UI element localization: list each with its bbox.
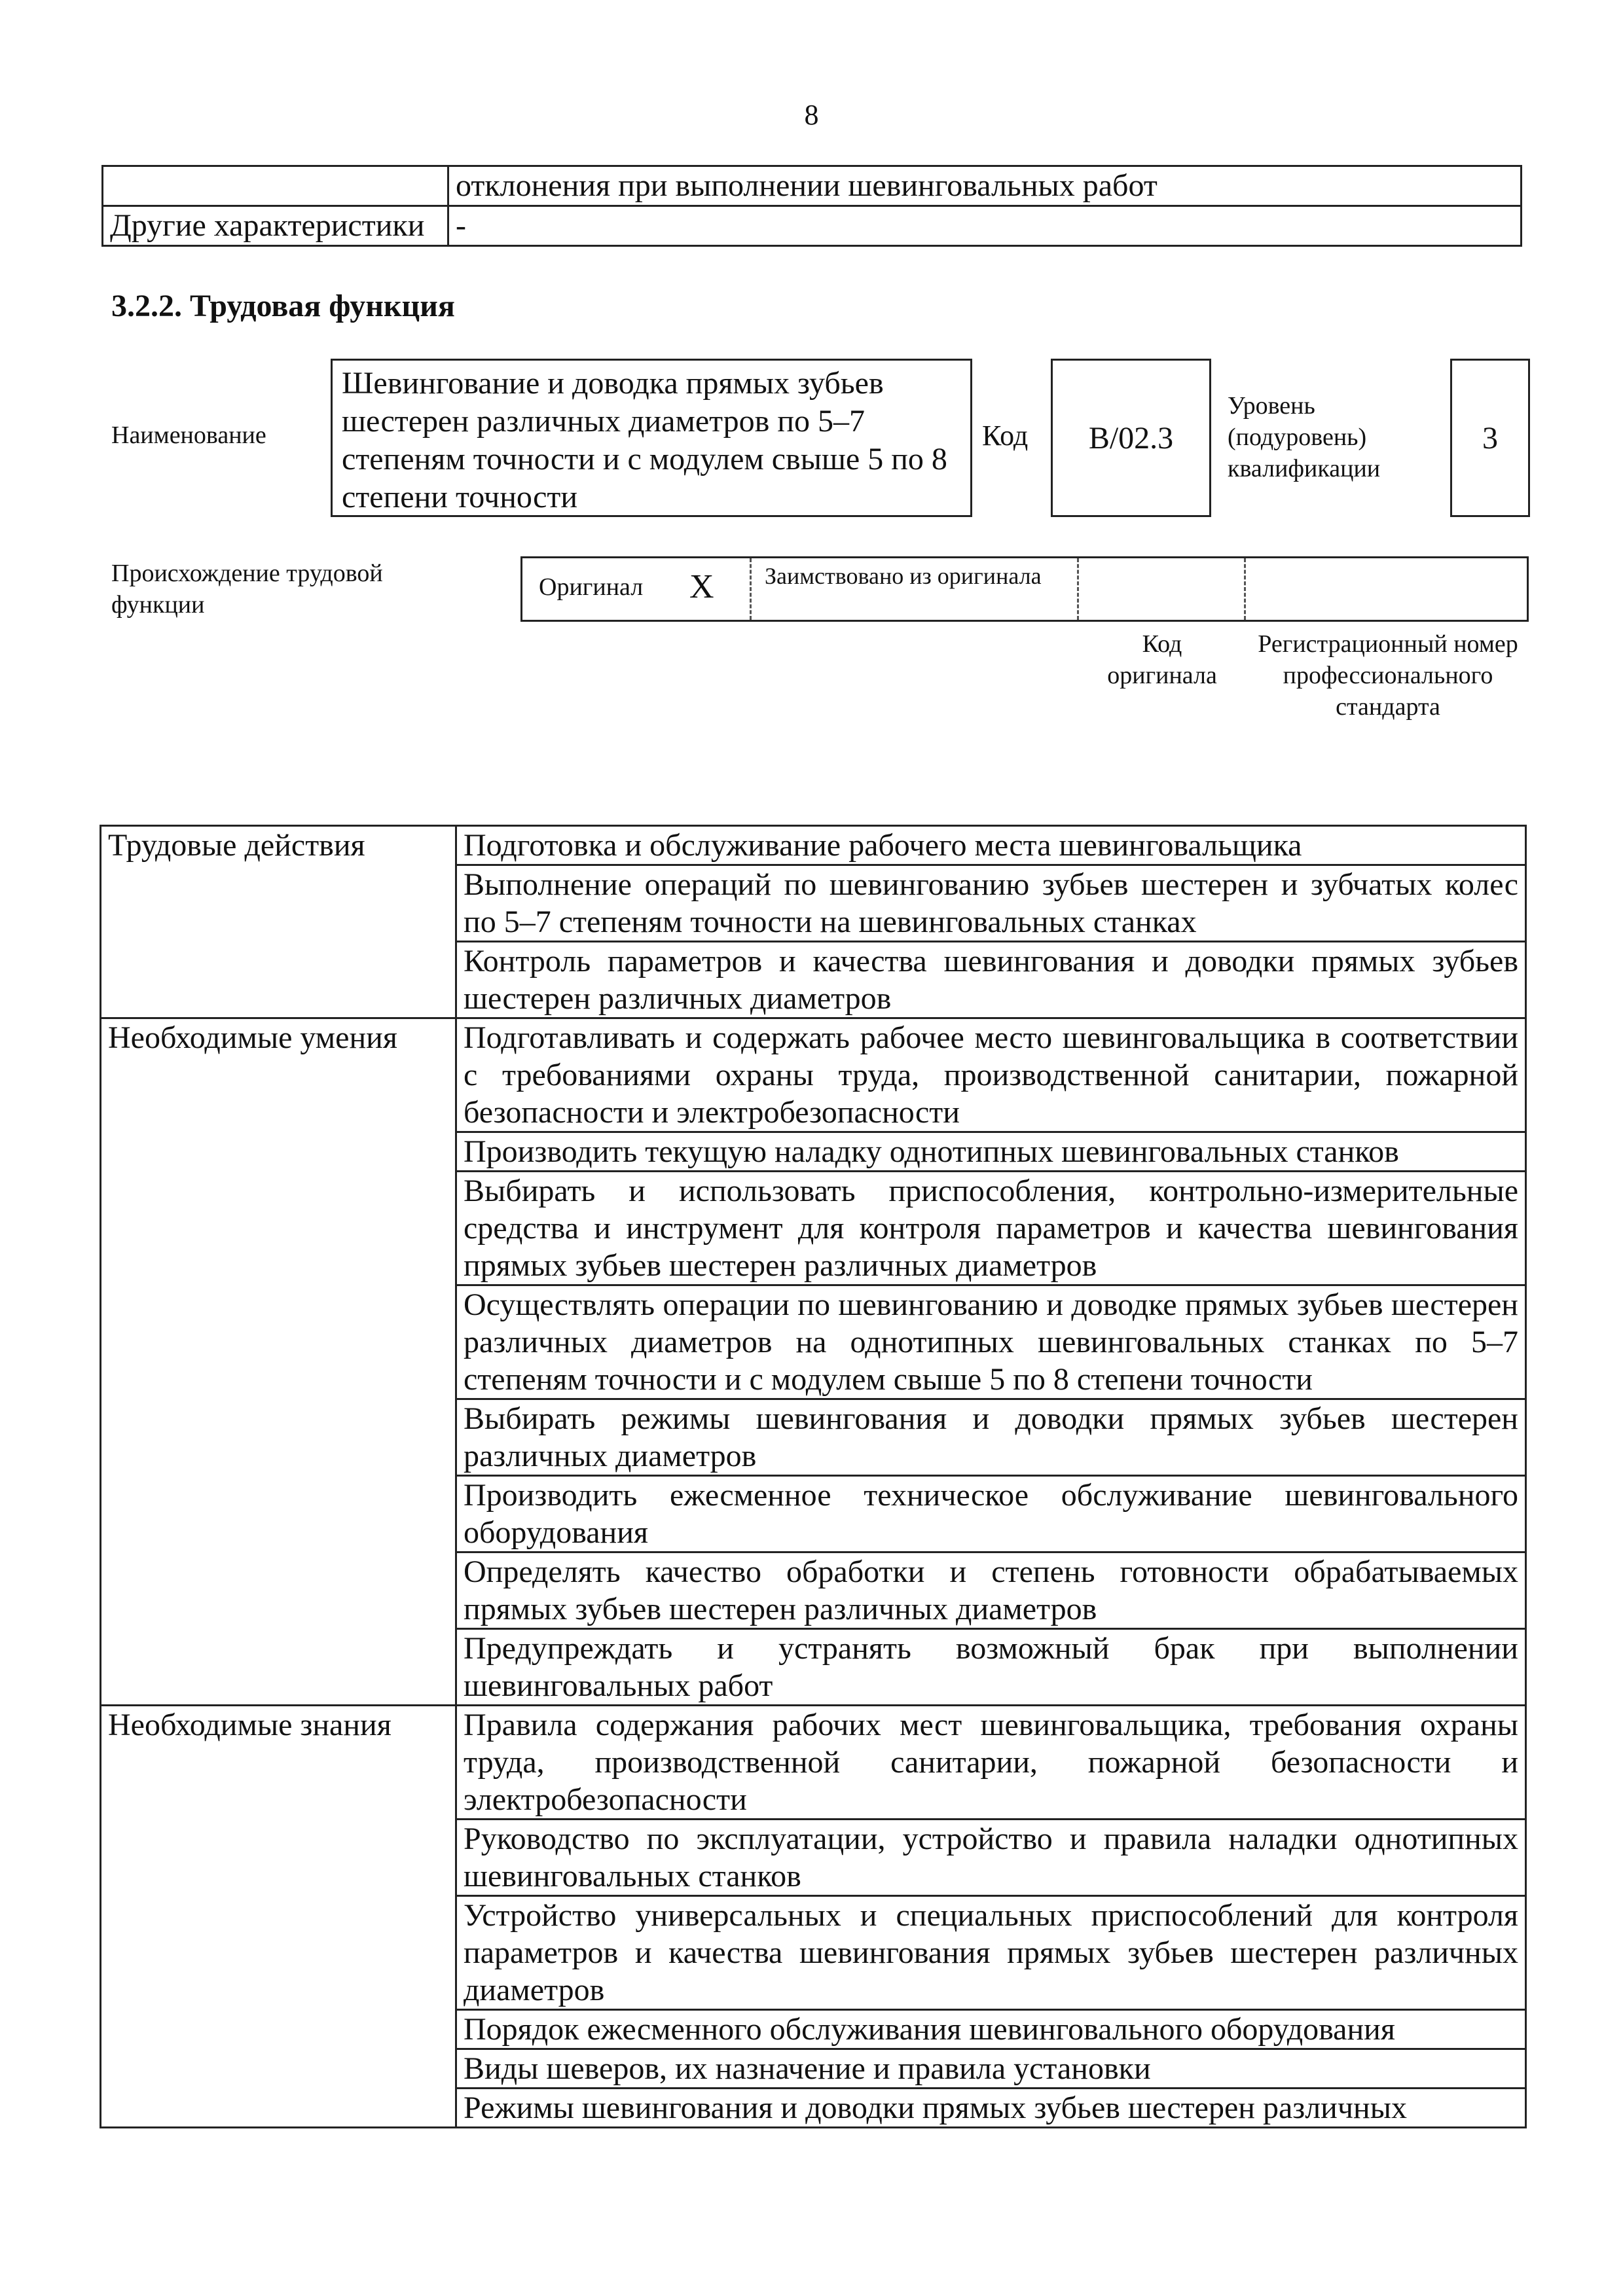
item-cell: Предупреждать и устранять возможный брак при выполнении шевинговальных работ (456, 1629, 1526, 1706)
item-cell: Определять качество обработки и степень готовности обрабатываемых прямых зубьев шестерен различных диаметров (456, 1552, 1526, 1629)
origin-row (520, 556, 1529, 622)
section-title: 3.2.2. Трудовая функция (111, 289, 455, 323)
item-cell: Руководство по эксплуатации, устройство и правила наладки однотипных шевинговальных станков (456, 1820, 1526, 1896)
item-cell: Правила содержания рабочих мест шевинговальщика, требования охраны труда, производственной санитарии, пожарной безопасности и электробезопасности (456, 1706, 1526, 1820)
page-number: 8 (804, 99, 819, 131)
reg-number-caption: Регистрационный номер профессионального стандарта (1258, 630, 1518, 721)
table-cell-value: отклонения при выполнении шевинговальных работ (448, 166, 1522, 206)
item-cell: Производить текущую наладку однотипных шевинговальных станков (456, 1132, 1526, 1172)
item-cell: Подготовка и обслуживание рабочего места шевинговальщика (456, 826, 1526, 865)
table-cell-value: - (448, 206, 1522, 246)
table-row (101, 1018, 1526, 1132)
table-cell-label: Другие характеристики (103, 206, 448, 246)
item-cell: Порядок ежесменного обслуживания шевинговального оборудования (456, 2010, 1526, 2049)
item-cell: Выбирать режимы шевингования и доводки прямых зубьев шестерен различных диаметров (456, 1399, 1526, 1476)
name-label: Наименование (111, 422, 266, 449)
top-continuation-table (101, 165, 1522, 247)
code-label: Код (982, 420, 1029, 452)
item-cell: Режимы шевингования и доводки прямых зубьев шестерен различных (456, 2089, 1526, 2128)
item-cell: Выбирать и использовать приспособления, контрольно-измерительные средства и инструмент для контроля параметров и качества шевингования прямых зубьев шестерен различных диаметров (456, 1172, 1526, 1285)
function-code-value: B/02.3 (1088, 420, 1174, 456)
table-row (101, 826, 1526, 865)
item-cell: Осуществлять операции по шевингованию и доводке прямых зубьев шестерен различных диаметров на однотипных шевинговальных станках по 5–7 степеням точности и с модулем свыше 5 по 8 степени точности (456, 1285, 1526, 1399)
function-name-box (331, 359, 972, 517)
labor-function-table (100, 825, 1527, 2128)
original-mark: X (689, 568, 714, 605)
origin-divider (522, 558, 1246, 620)
table-row (103, 166, 1522, 206)
origin-label: Происхождение трудовой функции (111, 560, 383, 619)
original-label: Оригинал (539, 573, 644, 601)
level-value: 3 (1482, 420, 1498, 456)
item-cell: Виды шеверов, их назначение и правила установки (456, 2049, 1526, 2089)
table-row (103, 206, 1522, 246)
item-cell: Устройство универсальных и специальных приспособлений для контроля параметров и качества шевингования прямых зубьев шестерен различных диаметров (456, 1896, 1526, 2010)
level-box (1450, 359, 1530, 517)
category-cell: Необходимые знания (101, 1706, 456, 2128)
item-cell: Выполнение операций по шевингованию зубьев шестерен и зубчатых колес по 5–7 степеням точности на шевинговальных станках (456, 865, 1526, 942)
category-cell: Необходимые умения (101, 1018, 456, 1706)
item-cell: Контроль параметров и качества шевингования и доводки прямых зубьев шестерен различных диаметров (456, 942, 1526, 1018)
borrowed-label: Заимствовано из оригинала (765, 563, 1042, 589)
level-label: Уровень (подуровень) квалификации (1228, 392, 1381, 482)
function-name-value: Шевингование и доводка прямых зубьев шестерен различных диаметров по 5–7 степеням точности и с модулем свыше 5 по 8 степени точности (342, 366, 947, 514)
item-cell: Производить ежесменное техническое обслуживание шевинговального оборудования (456, 1476, 1526, 1552)
table-row (101, 1706, 1526, 1820)
function-code-box (1051, 359, 1211, 517)
code-original-caption: Код оригинала (1107, 630, 1217, 689)
category-cell: Трудовые действия (101, 826, 456, 1018)
item-cell: Подготавливать и содержать рабочее место шевинговальщика в соответствии с требованиями охраны труда, производственной санитарии, пожарной безопасности и электробезопасности (456, 1018, 1526, 1132)
table-cell-label (103, 166, 448, 206)
